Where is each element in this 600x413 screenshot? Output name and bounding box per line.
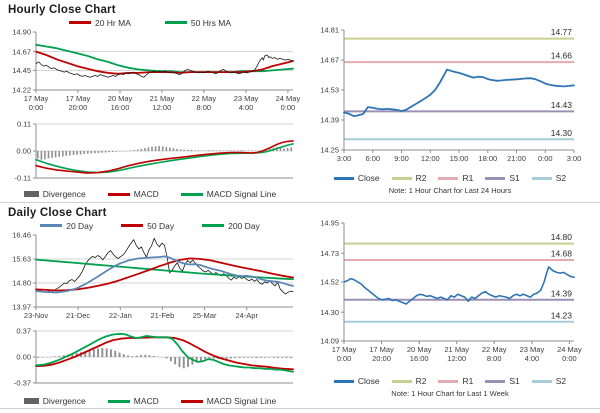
svg-text:3:00: 3:00 [566,154,582,163]
r1-swatch [438,380,458,383]
s2-swatch [532,380,552,383]
legend-item-divergence [24,396,86,406]
hourly-note: Note: 1 Hour Chart for Last 24 Hours [388,186,512,195]
daily-price-chart [0,231,300,323]
svg-text:25-Mar: 25-Mar [192,311,217,320]
divergence-swatch [24,398,39,404]
close-swatch [334,380,354,383]
ma-20day-swatch [40,224,62,227]
bottom-divider [0,408,600,409]
svg-text:21 May: 21 May [149,94,175,103]
svg-text:12:00: 12:00 [447,354,467,363]
hourly-sr-panel [300,0,600,202]
ma-20hr-label: 20 Hr MA [94,17,131,28]
close-swatch [334,177,354,180]
legend-item-s2 [532,173,566,183]
svg-text:14.39: 14.39 [320,115,339,125]
svg-text:14.23: 14.23 [550,310,572,321]
svg-text:0:00: 0:00 [336,354,352,363]
ma-200day-label: 200 Day [228,220,260,231]
s2-label: S2 [555,376,567,386]
macd-swatch [108,400,130,403]
legend-item-close [334,173,380,183]
svg-text:22-Jan: 22-Jan [108,311,132,320]
svg-text:24 May: 24 May [557,345,582,354]
svg-text:18:00: 18:00 [478,154,498,163]
svg-text:21-Feb: 21-Feb [150,311,175,320]
svg-text:14.81: 14.81 [320,25,339,35]
weekly-close-chart [300,217,590,375]
legend-item-s2 [532,376,566,386]
daily-section [0,202,600,408]
ma-50day-label: 50 Day [147,220,175,231]
daily-panel [0,203,300,408]
svg-text:4:00: 4:00 [524,354,540,363]
svg-text:14.09: 14.09 [320,336,339,346]
legend-item-macd-signal [181,396,276,406]
s1-label: S1 [509,376,520,386]
svg-text:14.39: 14.39 [550,288,572,299]
svg-text:14.22: 14.22 [12,85,31,95]
svg-text:14.66: 14.66 [550,50,572,61]
svg-text:14.67: 14.67 [320,55,339,65]
svg-text:24 May: 24 May [275,94,300,103]
svg-text:21-Dec: 21-Dec [66,311,91,320]
svg-text:21 May: 21 May [444,345,470,354]
svg-text:14.67: 14.67 [12,47,31,57]
svg-text:22 May: 22 May [191,94,217,103]
r2-label: R2 [415,173,427,183]
svg-text:12:00: 12:00 [420,154,440,163]
svg-text:9:00: 9:00 [394,154,409,163]
svg-text:14.53: 14.53 [320,85,339,95]
daily-ma-legend [0,220,300,231]
ma-50hr-swatch [165,21,187,24]
svg-text:3:00: 3:00 [336,154,352,163]
svg-text:14.90: 14.90 [12,28,31,37]
daily-macd-chart [0,323,300,395]
ma-20day-label: 20 Day [66,220,94,231]
ma-200day-swatch [202,224,224,227]
svg-text:14.52: 14.52 [320,277,339,287]
svg-text:14.73: 14.73 [320,248,339,258]
svg-text:14.45: 14.45 [12,66,31,76]
ma-50day-swatch [121,224,143,227]
svg-text:16:00: 16:00 [110,103,130,112]
svg-text:6:00: 6:00 [365,154,381,163]
daily-macd-legend [0,395,300,407]
macd-signal-swatch [181,400,203,403]
svg-text:17 May: 17 May [65,94,91,103]
svg-text:17 May: 17 May [23,94,49,103]
svg-text:0:00: 0:00 [280,103,296,112]
r1-label: R1 [462,173,474,183]
svg-text:14.80: 14.80 [12,278,31,288]
macd-label: MACD [133,396,159,406]
svg-text:20 May: 20 May [406,345,432,354]
svg-text:16:00: 16:00 [409,354,429,363]
svg-text:4:00: 4:00 [238,103,254,112]
legend-item-200day [202,221,260,231]
svg-text:16.46: 16.46 [12,231,31,240]
svg-text:8:00: 8:00 [486,354,502,363]
svg-text:14.30: 14.30 [320,307,339,317]
svg-text:0:00: 0:00 [28,103,44,112]
svg-text:23 May: 23 May [233,94,259,103]
svg-text:8:00: 8:00 [196,103,212,112]
weekly-note: Note: 1 Hour Chart for Last 1 Week [391,389,509,398]
svg-text:14.68: 14.68 [550,248,572,259]
hourly-ma-legend [0,17,300,28]
svg-text:22 May: 22 May [481,345,507,354]
r1-swatch [438,177,458,180]
legend-item-macd [108,189,159,199]
s1-label: S1 [509,173,520,183]
macd-label: MACD [133,189,159,199]
svg-text:23-Nov: 23-Nov [23,311,49,320]
legend-item-s1 [485,376,519,386]
svg-text:14.30: 14.30 [550,127,572,138]
divergence-label: Divergence [42,189,86,199]
macd-signal-label: MACD Signal Line [206,189,277,199]
weekly-sr-legend [300,375,600,387]
legend-item-r1 [438,376,473,386]
svg-text:21:00: 21:00 [507,154,526,163]
svg-text:17 May: 17 May [369,345,394,354]
legend-item-divergence [24,189,86,199]
hourly-macd-legend [0,188,300,200]
r2-label: R2 [415,376,427,386]
hourly-section [0,0,600,202]
legend-item-20day [40,221,93,231]
s2-label: S2 [555,173,567,183]
svg-text:15.63: 15.63 [12,254,31,264]
legend-item-s1 [485,173,519,183]
svg-text:-0.37: -0.37 [13,378,31,388]
hourly-panel [0,0,300,202]
r2-swatch [392,380,412,383]
svg-text:20 May: 20 May [107,94,133,103]
svg-text:20:00: 20:00 [372,354,391,363]
svg-text:0:00: 0:00 [537,154,553,163]
macd-swatch [108,193,130,196]
close-label: Close [357,173,380,183]
hourly-title: Hourly Close Chart [8,4,116,16]
legend-item-20hr-ma [69,18,131,28]
svg-text:20:00: 20:00 [68,103,88,112]
svg-text:0.00: 0.00 [16,146,31,156]
svg-text:14.95: 14.95 [320,218,339,228]
svg-text:0.37: 0.37 [16,326,31,336]
svg-text:0.11: 0.11 [16,119,31,129]
weekly-sr-panel [300,203,600,408]
s1-swatch [485,177,505,180]
legend-item-r2 [392,376,427,386]
ma-20hr-swatch [69,21,91,24]
hourly-sr-legend [300,172,600,184]
legend-item-r1 [438,173,473,183]
svg-text:23 May: 23 May [519,345,545,354]
divergence-swatch [24,191,39,197]
svg-text:14.77: 14.77 [550,27,572,38]
legend-item-close [334,376,380,386]
svg-text:0.00: 0.00 [16,352,31,362]
legend-item-macd-signal [181,189,276,199]
legend-item-macd [108,396,159,406]
legend-item-50day [121,221,174,231]
ma-50hr-label: 50 Hrs MA [190,17,232,28]
s2-swatch [532,177,552,180]
s1-swatch [485,380,505,383]
hourly-close-24h-chart [300,24,590,172]
daily-title: Daily Close Chart [8,207,107,219]
divergence-label: Divergence [42,396,86,406]
macd-signal-swatch [181,193,203,196]
r2-swatch [392,177,412,180]
hourly-macd-chart [0,116,300,188]
r1-label: R1 [462,376,474,386]
hourly-price-chart [0,28,300,116]
svg-text:24-Apr: 24-Apr [235,311,258,320]
svg-text:14.43: 14.43 [550,99,572,110]
svg-text:-0.11: -0.11 [14,173,31,183]
svg-text:14.80: 14.80 [550,232,572,243]
legend-item-r2 [392,173,427,183]
macd-signal-label: MACD Signal Line [206,396,277,406]
svg-text:15:00: 15:00 [449,154,469,163]
svg-text:17 May: 17 May [331,345,357,354]
legend-item-50hr-ma [165,18,231,28]
svg-text:14.25: 14.25 [320,145,339,155]
close-label: Close [357,376,380,386]
svg-text:0:00: 0:00 [562,354,577,363]
svg-text:12:00: 12:00 [152,103,172,112]
svg-text:13.97: 13.97 [12,302,31,312]
